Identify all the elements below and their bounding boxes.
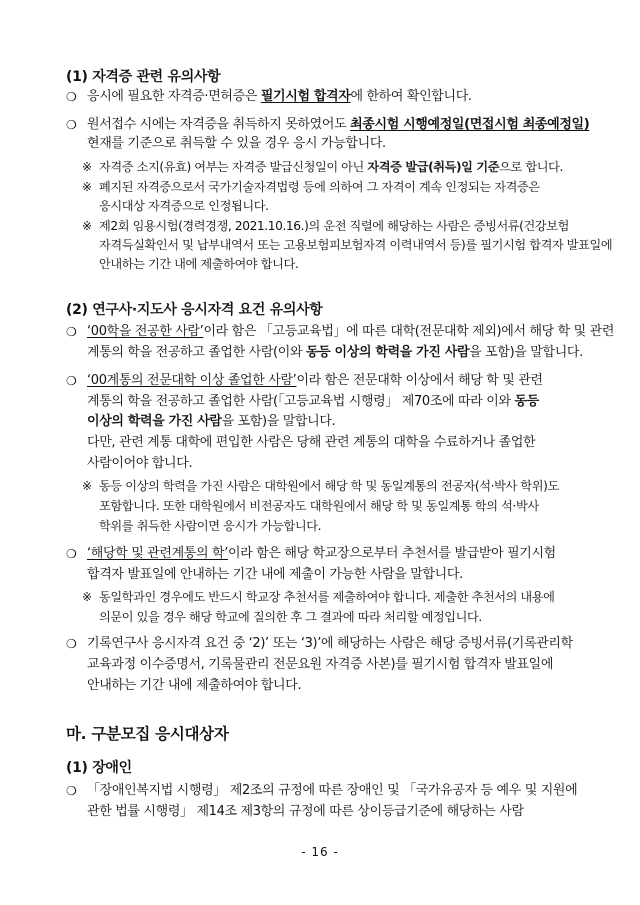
note-driver-line1: 제2회 임용시험(경력경쟁, 2021.10.16.)의 운전 직렬에 해당하는 사람은 증빙서류(건강보험: [99, 219, 570, 233]
paragraph-application-line2: 현재를 기준으로 취득할 수 있을 경우 응시 가능합니다.: [87, 136, 386, 151]
note-graduate-line2: 포함합니다. 또한 대학원에서 비전공자도 대학원에서 해당 학 및 동일계통 학의 석·박사: [99, 499, 539, 513]
paragraph-archivist-line3: 안내하는 기간 내에 제출하여야 합니다.: [87, 678, 302, 693]
subsection-title-disabled: (1) 장애인: [66, 760, 132, 776]
paragraph-college-line3: 이상의 학력을 가진 사람을 포함)을 말합니다.: [87, 414, 336, 429]
circle-bullet-icon: ❍: [66, 547, 77, 561]
note-graduate-line1: 동등 이상의 학력을 가진 사람은 대학원에서 해당 학 및 동일계통의 전공자(석·박사 학위)도: [99, 479, 559, 493]
note-mark-icon: ※: [82, 479, 93, 493]
note-graduate-line3: 학위를 취득한 사람이면 응시가 가능합니다.: [99, 519, 322, 533]
section-title-certificate: (1) 자격증 관련 유의사항: [66, 69, 221, 85]
note-mark-icon: ※: [82, 219, 93, 233]
circle-bullet-icon: ❍: [66, 637, 77, 651]
note-mark-icon: ※: [82, 160, 93, 174]
paragraph-college-line2: 계통의 학을 전공하고 졸업한 사람(「고등교육법 시행령」 제70조에 따라 이와 동등: [87, 394, 539, 409]
paragraph-college-line5: 사람이어야 합니다.: [87, 456, 193, 471]
paragraph-application-line1: 원서접수 시에는 자격증을 취득하지 못하였어도 최종시험 시행예정일(면접시험 최종예정일): [87, 117, 590, 132]
section-title-separate-recruitment: 마. 구분모집 응시대상자: [66, 725, 229, 743]
note-mark-icon: ※: [82, 590, 93, 604]
circle-bullet-icon: ❍: [66, 784, 77, 798]
page-number: - 16 -: [301, 845, 339, 859]
note-recommendation-line1: 동일학과인 경우에도 반드시 학교장 추천서를 제출하여야 합니다. 제출한 추천서의 내용에: [99, 590, 555, 604]
paragraph-major-line2: 계통의 학을 전공하고 졸업한 사람(이와 동등 이상의 학력을 가진 사람을 포함)을 말합니다.: [87, 345, 583, 360]
circle-bullet-icon: ❍: [66, 90, 77, 104]
paragraph-archivist-line1: 기록연구사 응시자격 요건 중 ‘2)’ 또는 ‘3)’에 해당하는 사람은 해당 증빙서류(기록관리학: [87, 636, 573, 651]
paragraph-archivist-line2: 교육과정 이수증명서, 기록물관리 전문요원 자격증 사본)를 필기시험 합격자 발표일에: [87, 657, 554, 672]
note-abolished-cert-line2: 응시대상 자격증으로 인정됩니다.: [99, 199, 269, 213]
circle-bullet-icon: ❍: [66, 118, 77, 132]
paragraph-related-line2: 합격자 발표일에 안내하는 기간 내에 제출이 가능한 사람을 말합니다.: [87, 567, 463, 582]
note-mark-icon: ※: [82, 180, 93, 194]
paragraph-related-line1: ‘해당학 및 관련계통의 학’이라 함은 해당 학교장으로부터 추천서를 발급받아 필기시험: [87, 546, 556, 561]
paragraph-college-line4: 다만, 관련 계통 대학에 편입한 사람은 당해 관련 계통의 대학을 수료하거나 졸업한: [87, 435, 536, 450]
paragraph-college-line1: ‘00계통의 전문대학 이상 졸업한 사람’이라 함은 전문대학 이상에서 해당 학 및 관련: [87, 373, 543, 388]
note-abolished-cert-line1: 폐지된 자격증으로서 국가기술자격법령 등에 의하여 그 자격이 계속 인정되는 자격증은: [99, 180, 540, 194]
paragraph-disabled-line1: 「장애인복지법 시행령」 제2조의 규정에 따른 장애인 및 「국가유공자 등 예우 및 지원에: [87, 783, 578, 798]
paragraph-disabled-line2: 관한 법률 시행령」 제14조 제3항의 규정에 따른 상이등급기준에 해당하는 사람: [87, 804, 524, 819]
section-title-researcher: (2) 연구사·지도사 응시자격 요건 유의사항: [66, 302, 323, 318]
note-recommendation-line2: 의문이 있을 경우 해당 학교에 질의한 후 그 결과에 따라 처리할 예정입니다.: [99, 610, 482, 624]
circle-bullet-icon: ❍: [66, 325, 77, 339]
note-cert-validity: 자격증 소지(유효) 여부는 자격증 발급신청일이 아닌 자격증 발급(취득)일 기준으로 합니다.: [99, 160, 563, 174]
circle-bullet-icon: ❍: [66, 374, 77, 388]
paragraph-certificate-check: 응시에 필요한 자격증·면허증은 필기시험 합격자에 한하여 확인합니다.: [87, 89, 472, 104]
paragraph-major-line1: ‘00학을 전공한 사람’이라 함은 「고등교육법」에 따른 대학(전문대학 제외)에서 해당 학 및 관련: [87, 324, 615, 339]
note-driver-line3: 안내하는 기간 내에 제출하여야 합니다.: [99, 257, 299, 271]
note-driver-line2: 자격득실확인서 및 납부내역서 또는 고용보험피보험자격 이력내역서 등)를 필기시험 합격자 발표일에: [99, 238, 613, 252]
